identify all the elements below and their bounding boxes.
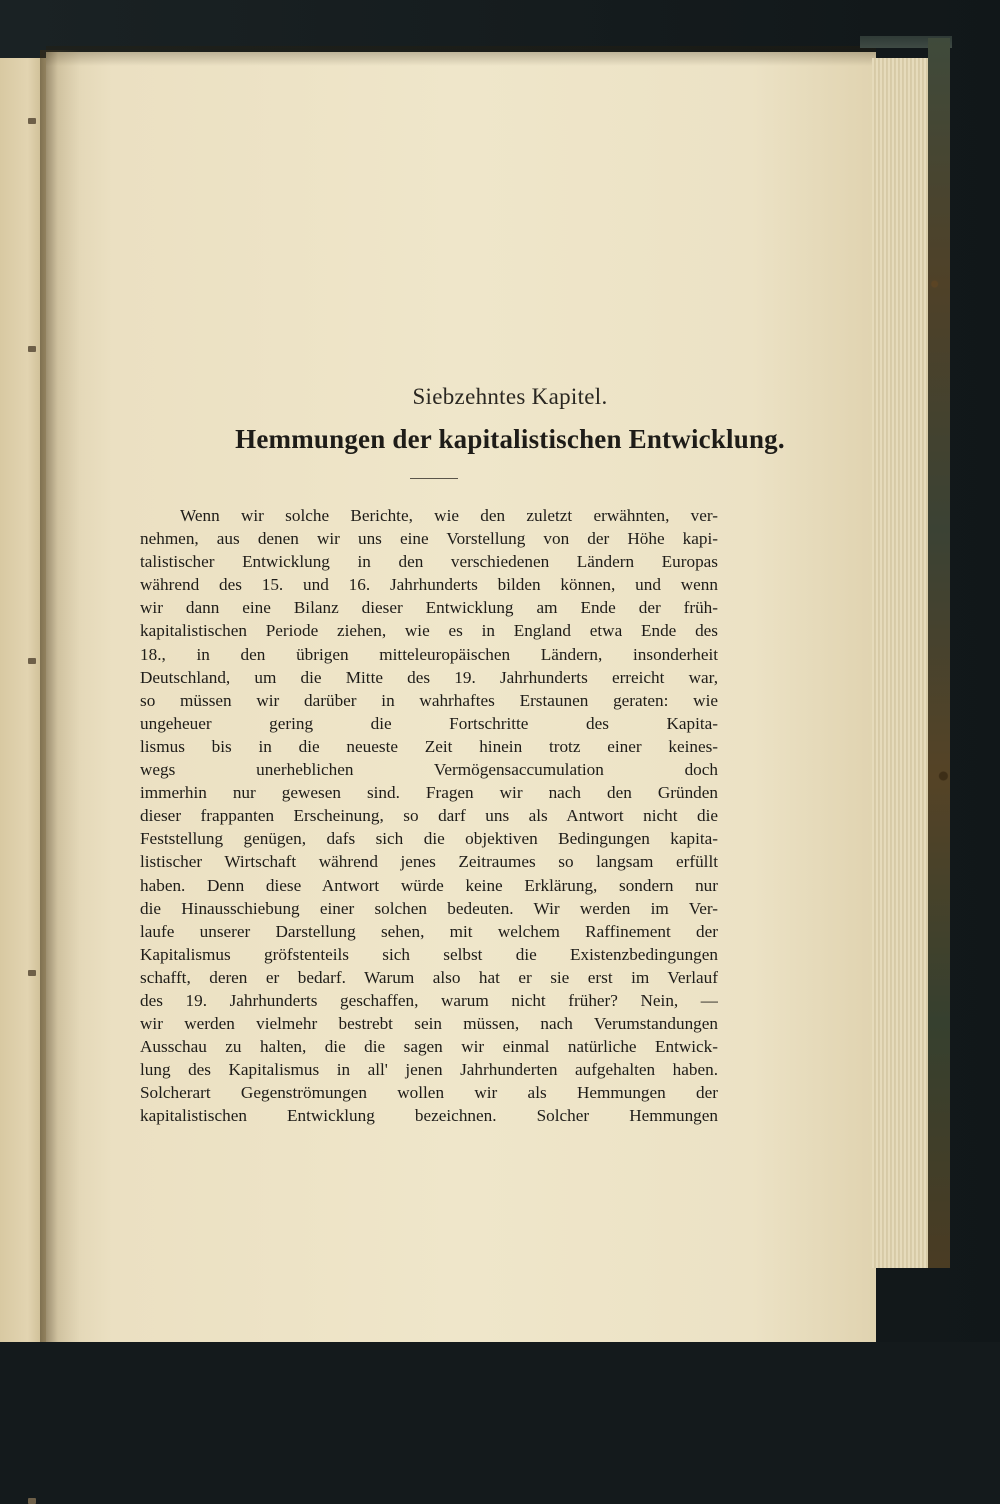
page-mark [28, 1498, 36, 1504]
marbled-cover [928, 38, 950, 1268]
text-line: Solcherart Gegenströmungen wollen wir als Hemmungen der [140, 1083, 718, 1103]
text-line: 18., in den übrigen mitteleuropäischen Ländern, insonderheit [140, 644, 718, 664]
chapter-number: Siebzehntes Kapitel. [412, 384, 608, 409]
text-line: talistischer Entwicklung in den verschiedenen Ländern Europas [140, 552, 718, 572]
text-line: listischer Wirtschaft während jenes Zeitraumes so langsam erfüllt [140, 852, 718, 872]
text-line: wir werden vielmehr bestrebt sein müssen, nach Verumstandungen [140, 1014, 718, 1034]
text-line: Wenn wir solche Berichte, wie den zuletzt erwähnten, ver- [180, 506, 718, 525]
text-line: schafft, deren er bedarf. Warum also hat er sie erst im Verlauf [140, 967, 718, 987]
text-line: Deutschland, um die Mitte des 19. Jahrhunderts erreicht war, [140, 667, 718, 687]
chapter-title: Hemmungen der kapitalistischen Entwicklung. [235, 424, 785, 454]
text-line: wegs unerheblichen Vermögensaccumulation doch [140, 760, 718, 780]
gutter-shadow [40, 50, 80, 1342]
page-stack-edges [872, 58, 930, 1268]
page-top-shadow [46, 46, 876, 66]
text-line: so müssen wir darüber in wahrhaftes Erstaunen geraten: wie [140, 690, 718, 710]
text-line: Kapitalismus gröfstenteils sich selbst die Existenzbedingungen [140, 944, 718, 964]
page-mark [28, 658, 36, 664]
text-line: laufe unserer Darstellung sehen, mit welchem Raffinement der [140, 921, 718, 941]
text-line: die Hinausschiebung einer solchen bedeuten. Wir werden im Ver- [140, 898, 718, 918]
text-line: wir dann eine Bilanz dieser Entwicklung am Ende der früh- [140, 598, 718, 618]
text-line: Feststellung genügen, dafs sich die objektiven Bedingungen kapita- [140, 829, 718, 849]
page-mark [28, 118, 36, 124]
text-line: immerhin nur gewesen sind. Fragen wir nach den Gründen [140, 783, 718, 803]
text-line: kapitalistischen Entwicklung bezeichnen. Solcher Hemmungen [140, 1106, 718, 1126]
text-line: dieser frappanten Erscheinung, so darf uns als Antwort nicht die [140, 806, 718, 826]
text-line: ungeheuer gering die Fortschritte des Kapita- [140, 713, 718, 733]
text-line: haben. Denn diese Antwort würde keine Erklärung, sondern nur [140, 875, 718, 895]
text-line: des 19. Jahrhunderts geschaffen, warum nicht früher? Nein, — [140, 990, 718, 1010]
page-mark [28, 346, 36, 352]
text-line: kapitalistischen Periode ziehen, wie es in England etwa Ende des [140, 621, 718, 641]
text-line: nehmen, aus denen wir uns eine Vorstellung von der Höhe kapi- [140, 529, 718, 549]
text-line: lismus bis in die neueste Zeit hinein trotz einer keines- [140, 736, 718, 756]
body-paragraph [140, 504, 718, 1128]
title-rule [410, 478, 458, 479]
page-mark [28, 970, 36, 976]
text-line: während des 15. und 16. Jahrhunderts bilden können, und wenn [140, 575, 718, 595]
text-line: Ausschau zu halten, die die sagen wir einmal natürliche Entwick- [140, 1037, 718, 1057]
text-line: lung des Kapitalismus in all' jenen Jahrhunderten aufgehalten haben. [140, 1060, 718, 1080]
